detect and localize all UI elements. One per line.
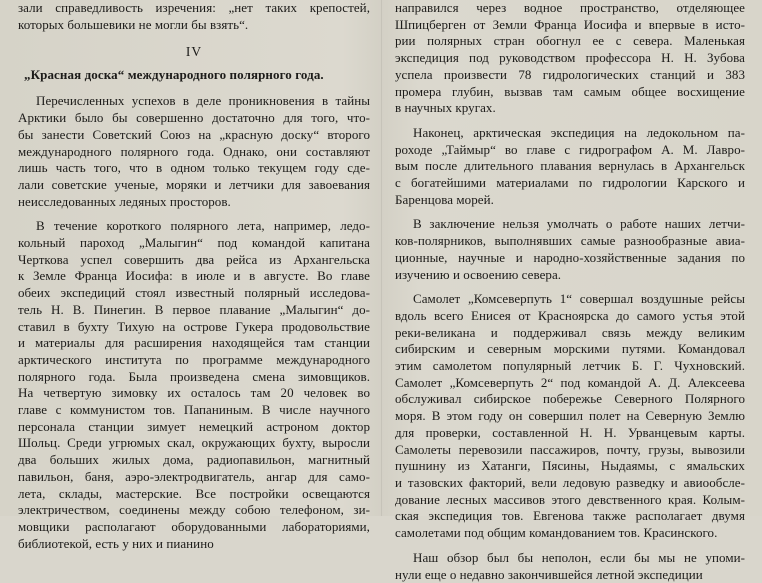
text-line: направился через водное пространство, отделяющее [395,0,745,17]
text-line: неисследованных ледяных просторов. [18,194,370,211]
text-line: изучению и освоению севера. [395,267,745,284]
text-line: дование лесных массивов этого девственного края. Колым- [395,492,745,509]
text-line: полярного года. Была произведена смена зимовщиков. [18,369,370,386]
text-line: промера глубин, вызвав там самым общее восхищение [395,84,745,101]
text-line: Наш обзор был бы неполон, если бы мы не упоми- [395,550,745,567]
text-line: Арктики было бы совершенно достаточно для того, что- [18,110,370,127]
text-line: В течение короткого полярного лета, например, ледо- [18,218,370,235]
text-line: мовщики располагают оборудованными лабораториями, [18,519,370,536]
section-numeral: IV [18,43,370,61]
text-line: лета, склады, мастерские. Все постройки освещаются [18,486,370,503]
text-line: тель Н. В. Пинегин. В первое плавание „Малыгин“ до- [18,302,370,319]
text-line: вым после длительного плавания вернулась в Архангельск [395,158,745,175]
text-line: успела произвести 78 гидрологических станций и 383 [395,67,745,84]
paragraph [18,218,370,552]
paragraph [395,550,745,583]
text-line: Баренцова морей. [395,192,745,209]
text-line: вдоль всего Енисея от Красноярска до самого устья этой [395,308,745,325]
text-line: этим самолетом популярный летчик Б. Г. Чухновский. [395,358,745,375]
left-column [18,0,370,516]
paragraph-gap [395,117,745,125]
text-line: с богатейшими материалами по гидрологии Карского и [395,175,745,192]
text-line: ционные, научные и народно-хозяйственные задания по [395,250,745,267]
text-line: павильон, баня, аэро-электродвигатель, ангар для само- [18,469,370,486]
text-line: лишь часть того, что в одном только текущем году сде- [18,160,370,177]
text-line: нули еще о недавно закончившейся летной экспедиции [395,567,745,583]
text-line: бы занести Советский Союз на „красную доску“ второго [18,127,370,144]
paragraph-gap [395,208,745,216]
text-line: электричеством, соединены между собою телефоном, зи- [18,502,370,519]
text-line: роходе „Таймыр“ во главе с гидрографом А. М. Лавро- [395,142,745,159]
text-line: Наконец, арктическая экспедиция на ледокольном па- [395,125,745,142]
text-line: Шольц. Среди угрюмых скал, окружающих бухту, выросли [18,435,370,452]
text-line: библиотекой, есть у них и пианино [18,536,370,553]
text-line: обслуживал сибирское побережье Северного Полярного [395,391,745,408]
text-line: к Земле Франца Иосифа: в июле и в августе. Во главе [18,268,370,285]
text-line: Черткова успел совершить два рейса из Архангельска [18,252,370,269]
text-line: кольный пароход „Малыгин“ под командой капитана [18,235,370,252]
text-line: международного полярного года. Однако, они составляют [18,144,370,161]
text-line: обеих экспедиций стоял известный полярный исследова- [18,285,370,302]
text-line: В заключение нельзя умолчать о работе наших летчи- [395,216,745,233]
text-line: ская экспедиция тов. Евгенова также располагает двумя [395,508,745,525]
text-line: моря. В этом году он совершил полет на Северную Землю [395,408,745,425]
text-line: Самолет „Комсеверпуть 1“ совершал воздушные рейсы [395,291,745,308]
text-line: Шпицберген от Земли Франца Иосифа и впервые в исто- [395,17,745,34]
text-line: ков-полярников, выполнявших самые разнообразные авиа- [395,233,745,250]
right-column [395,0,745,516]
text-line: Самолет „Комсеверпуть 2“ под командой А. Д. Алексеева [395,375,745,392]
text-line: которых большевики не могли бы взять“. [18,17,370,34]
text-line: и материалы для расширения находящейся там станции [18,335,370,352]
text-line: для проверки, составленной Н. Н. Урванцевым карты. [395,425,745,442]
text-line: пушнину из Хатанги, Пясины, Ныдаямы, с ямальских [395,458,745,475]
text-line: персонала станции зимует немецкий астроном доктор [18,419,370,436]
text-line: и тазовских факторий, вели ледовую разведку и авиообсле- [395,475,745,492]
text-line: Перечисленных успехов в деле проникновения в тайны [18,93,370,110]
text-line: самолетами под общим командованием тов. Красинского. [395,525,745,542]
text-line: лали советские ученые, моряки и летчики для завоевания [18,177,370,194]
paragraph [395,0,745,117]
text-line: зали справедливость изречения: „нет таких крепостей, [18,0,370,17]
text-line: сибирским и северным морскими путями. Командовал [395,341,745,358]
paragraph-gap [395,283,745,291]
section-heading: „Красная доска“ международного полярного года. [18,67,370,83]
paragraph [395,125,745,209]
text-line: два больших жилых дома, радиопавильон, магнитный [18,452,370,469]
text-line: реки-великана и поддерживал связь между великим [395,325,745,342]
text-line: На четвертую зимовку их осталось там 20 человек во [18,385,370,402]
paragraph [395,216,745,283]
text-line: главе с коммунистом тов. Папаниным. В числе научного [18,402,370,419]
paragraph [395,291,745,542]
text-line: в научных кругах. [395,100,745,117]
opening-lines [18,0,370,33]
text-line: экспедиция под руководством профессора Н. Н. Зубова [395,50,745,67]
text-line: ставил в бухту Тихую на острове Гукера продовольствие [18,319,370,336]
text-line: рии полярных стран обогнул ее с севера. Маленькая [395,33,745,50]
text-line: арктического института по программе международного [18,352,370,369]
text-line: Самолеты перевозили пассажиров, почту, грузы, вывозили [395,442,745,459]
right-paragraphs [395,0,745,583]
left-paragraphs [18,93,370,552]
column-gutter [381,0,382,516]
paragraph [18,93,370,210]
paragraph-gap [18,210,370,218]
paragraph-gap [395,542,745,550]
